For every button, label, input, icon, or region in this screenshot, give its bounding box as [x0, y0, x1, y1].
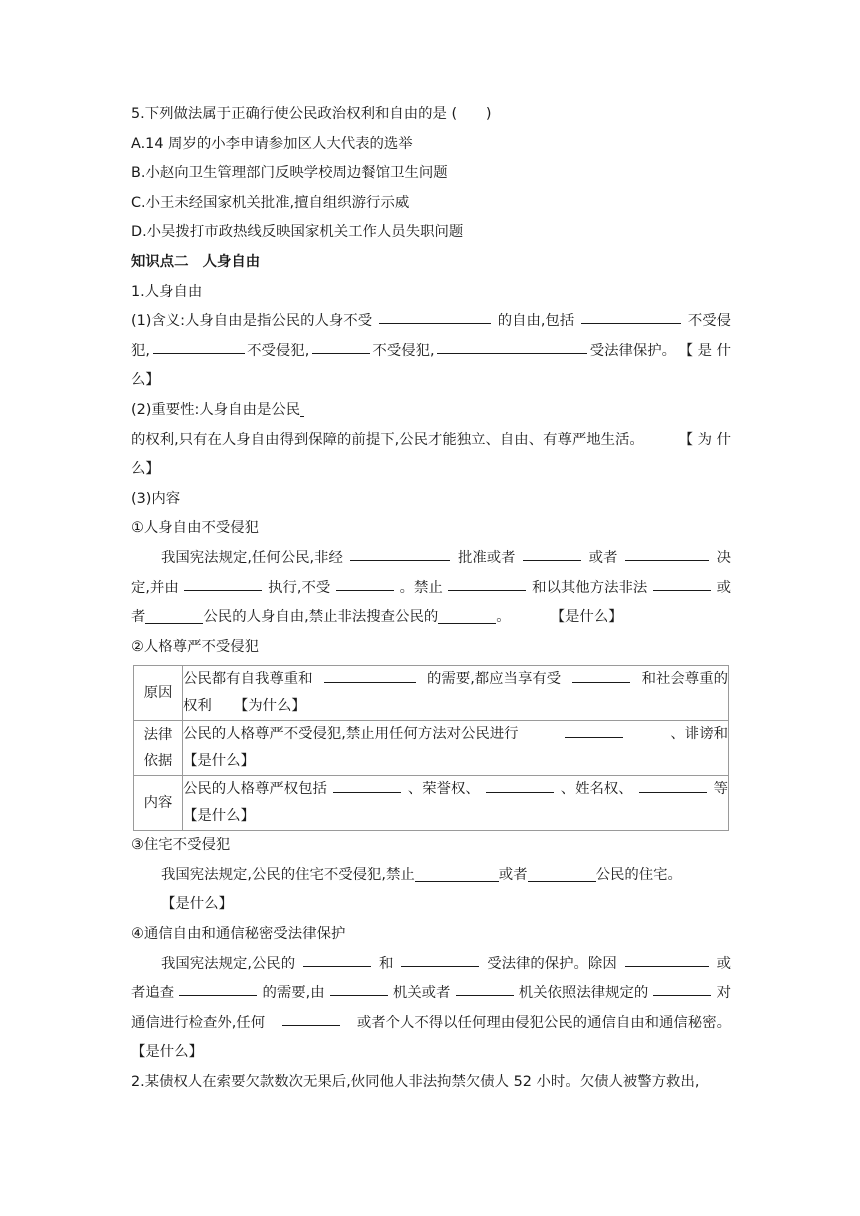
p1-importance-line3: 么】: [131, 461, 160, 478]
section-label: 知识点二: [131, 253, 189, 270]
text: 和: [378, 955, 394, 972]
blank: [565, 721, 623, 738]
table-row: [134, 776, 729, 831]
text: 定,并由: [131, 579, 179, 596]
blank: [145, 607, 203, 624]
text: 公民的人身自由,禁止非法搜查公民的: [203, 609, 439, 626]
text: 机关依照法律规定的: [518, 985, 649, 1002]
blank: [303, 950, 371, 967]
q5-option-b: B.小赵向卫生管理部门反映学校周边餐馆卫生问题: [131, 165, 448, 182]
blank: [401, 950, 479, 967]
text: 公民的住宅。: [595, 866, 682, 883]
blank: [572, 666, 630, 683]
text: 。禁止: [399, 579, 443, 596]
tag-what: 【是什么】: [550, 609, 623, 626]
s3-line1: [131, 861, 731, 891]
blank: [437, 337, 587, 354]
s3-title: ③住宅不受侵犯: [131, 837, 231, 854]
p1-definition-line2: [131, 337, 731, 367]
blank: [153, 337, 245, 354]
text: 我国宪法规定,任何公民,非经: [161, 549, 343, 566]
document-page: [131, 100, 731, 1098]
q5-option-d: D.小吴拨打市政热线反映国家机关工作人员失职问题: [131, 224, 464, 241]
s4-line1: [131, 950, 731, 980]
text: 不受侵: [687, 313, 731, 330]
text: (2)重要性:人身自由是公民: [131, 401, 301, 418]
blank: [639, 776, 707, 793]
s4-title: ④通信自由和通信秘密受法律保护: [131, 926, 346, 943]
blank: [179, 979, 257, 996]
text: 或者个人不得以任何理由侵犯公民的通信自由和通信秘密。: [356, 1014, 731, 1031]
blank: [312, 337, 370, 354]
text: 的需要,都应当享有受: [427, 671, 562, 688]
blank: [456, 979, 514, 996]
q5-option-a: A.14 周岁的小李申请参加区人大代表的选举: [131, 135, 413, 152]
blank: [523, 544, 581, 561]
p1-importance-line1: [131, 396, 731, 426]
text: 决: [716, 549, 731, 566]
blank: [625, 950, 709, 967]
section-title: 人身自由: [202, 253, 261, 270]
text: 、荣誉权、: [407, 781, 480, 798]
text: 的需要,由: [262, 985, 325, 1002]
text: 的权利,只有在人身自由得到保障的前提下,公民才能独立、自由、有尊严地生活。: [131, 431, 644, 448]
q5-option-c: C.小王未经国家机关批准,擅自组织游行示威: [131, 194, 410, 211]
text: 公民的人格尊严权包括: [183, 781, 327, 798]
text: 等: [713, 781, 728, 798]
s3-line2: 【是什么】: [161, 896, 233, 913]
row-header-reason: 原因: [134, 666, 183, 721]
blank: [625, 544, 709, 561]
text: 不受侵犯,: [247, 342, 310, 359]
text: 执行,不受: [268, 579, 331, 596]
blank: [300, 400, 304, 417]
blank: [581, 307, 681, 324]
text: 批准或者: [457, 549, 516, 566]
s1-title: ①人身自由不受侵犯: [131, 520, 260, 537]
p1-definition-line3: 么】: [131, 372, 160, 389]
blank: [438, 607, 496, 624]
blank: [379, 307, 491, 324]
p1-content: (3)内容: [131, 490, 181, 507]
text: 受法律的保护。除因: [487, 955, 617, 972]
text: 通信进行检查外,任何: [131, 1014, 266, 1031]
blank: [653, 574, 711, 591]
blank: [330, 979, 388, 996]
tag-what: 【是什么】: [183, 753, 255, 770]
text: 受法律保护。: [589, 342, 677, 359]
blank: [324, 666, 416, 683]
blank: [350, 544, 450, 561]
text: 和以其他方法非法: [532, 579, 648, 596]
blank: [333, 776, 401, 793]
blank: [528, 865, 596, 882]
text: 或: [716, 955, 731, 972]
blank: [184, 574, 262, 591]
tag-why: 【 为 什: [678, 431, 731, 448]
row-cell-reason: [183, 666, 729, 721]
s1-line2: [131, 574, 731, 604]
blank: [486, 776, 554, 793]
text: 对: [716, 985, 731, 1002]
text: 依据: [143, 753, 173, 770]
text: 机关或者: [392, 985, 451, 1002]
blank: [282, 1009, 340, 1026]
row-cell-basis: [183, 721, 729, 776]
blank: [415, 865, 499, 882]
dignity-table: [133, 665, 729, 831]
s2-title: ②人格尊严不受侵犯: [131, 638, 260, 655]
section-heading: [131, 248, 731, 278]
blank: [336, 574, 394, 591]
text: 或者: [498, 866, 528, 883]
row-header-content: 内容: [134, 776, 183, 831]
s1-line3: [131, 603, 731, 633]
row-header-basis: [134, 721, 183, 776]
p1-definition-line1: [131, 307, 731, 337]
text: 和社会尊重的: [641, 671, 728, 688]
text: 者追查: [131, 985, 175, 1002]
blank: [653, 979, 711, 996]
text: 、姓名权、: [560, 781, 633, 798]
text: 法律: [143, 727, 173, 744]
text: 或: [716, 579, 731, 596]
tag-what: 【是什么】: [183, 808, 255, 825]
text: 或者: [588, 549, 618, 566]
text: (1)含义:人身自由是指公民的人身不受: [131, 313, 373, 330]
table-row: [134, 666, 729, 721]
s4-line4: 【是什么】: [131, 1044, 203, 1061]
text: 者: [131, 609, 146, 626]
text: 。: [496, 609, 511, 626]
row-cell-content: [183, 776, 729, 831]
s4-line3: [131, 1009, 731, 1039]
tag-why: 【为什么】: [233, 698, 306, 715]
q5-stem: 5.下列做法属于正确行使公民政治权利和自由的是 ( ): [131, 106, 492, 122]
q2-stem: 2.某债权人在索要欠款数次无果后,伙同他人非法拘禁欠债人 52 小时。欠债人被警方救出,: [131, 1074, 700, 1091]
s4-line2: [131, 979, 731, 1009]
p1-heading: 1.人身自由: [131, 283, 203, 300]
p1-importance-line2: [131, 426, 731, 456]
blank: [448, 574, 526, 591]
text: 的自由,包括: [497, 313, 575, 330]
text: 不受侵犯,: [372, 342, 435, 359]
text: 公民的人格尊严不受侵犯,禁止用任何方法对公民进行: [183, 726, 519, 743]
text: 犯,: [131, 342, 150, 359]
text: 我国宪法规定,公民的住宅不受侵犯,禁止: [161, 866, 415, 883]
text: 我国宪法规定,公民的: [161, 955, 296, 972]
tag-what: 【 是 什: [678, 342, 731, 359]
text: 权利: [183, 698, 212, 715]
text: 公民都有自我尊重和: [183, 671, 313, 688]
table-row: [134, 721, 729, 776]
text: 、诽谤和: [670, 726, 728, 743]
s1-line1: [131, 544, 731, 574]
